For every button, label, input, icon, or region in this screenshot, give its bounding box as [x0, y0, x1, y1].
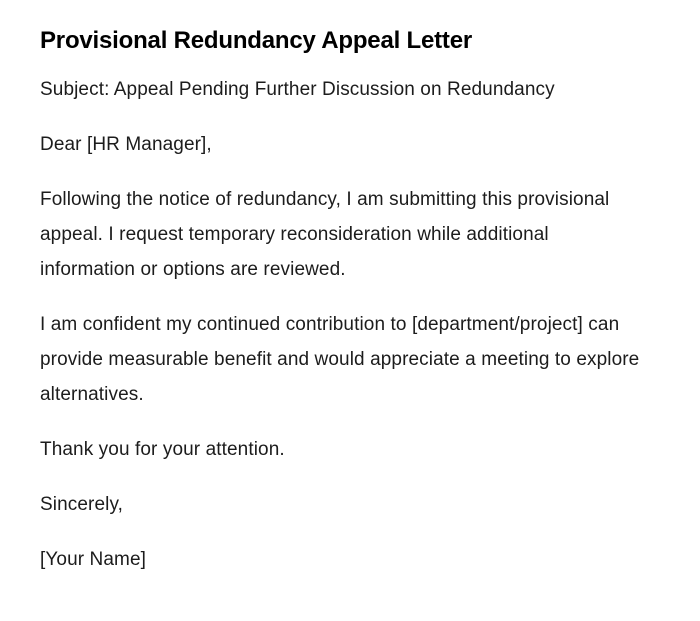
letter-title: Provisional Redundancy Appeal Letter: [40, 27, 473, 54]
letter-document: [40, 24, 640, 597]
letter-signature: [Your Name]: [40, 549, 147, 570]
letter-thanks: Thank you for your attention.: [40, 439, 285, 460]
letter-subject: Subject: Appeal Pending Further Discussion on Redundancy: [40, 79, 555, 100]
letter-salutation: Dear [HR Manager],: [40, 134, 212, 155]
letter-closing: Sincerely,: [40, 494, 124, 515]
letter-body-paragraph-2: I am confident my continued contribution to [department/project] can provide measurable benefit and would appreciate a meeting to explore alternatives.: [40, 314, 640, 405]
letter-body-paragraph-1: Following the notice of redundancy, I am submitting this provisional appeal. I request temporary reconsideration while additional information or options are reviewed.: [40, 189, 610, 280]
